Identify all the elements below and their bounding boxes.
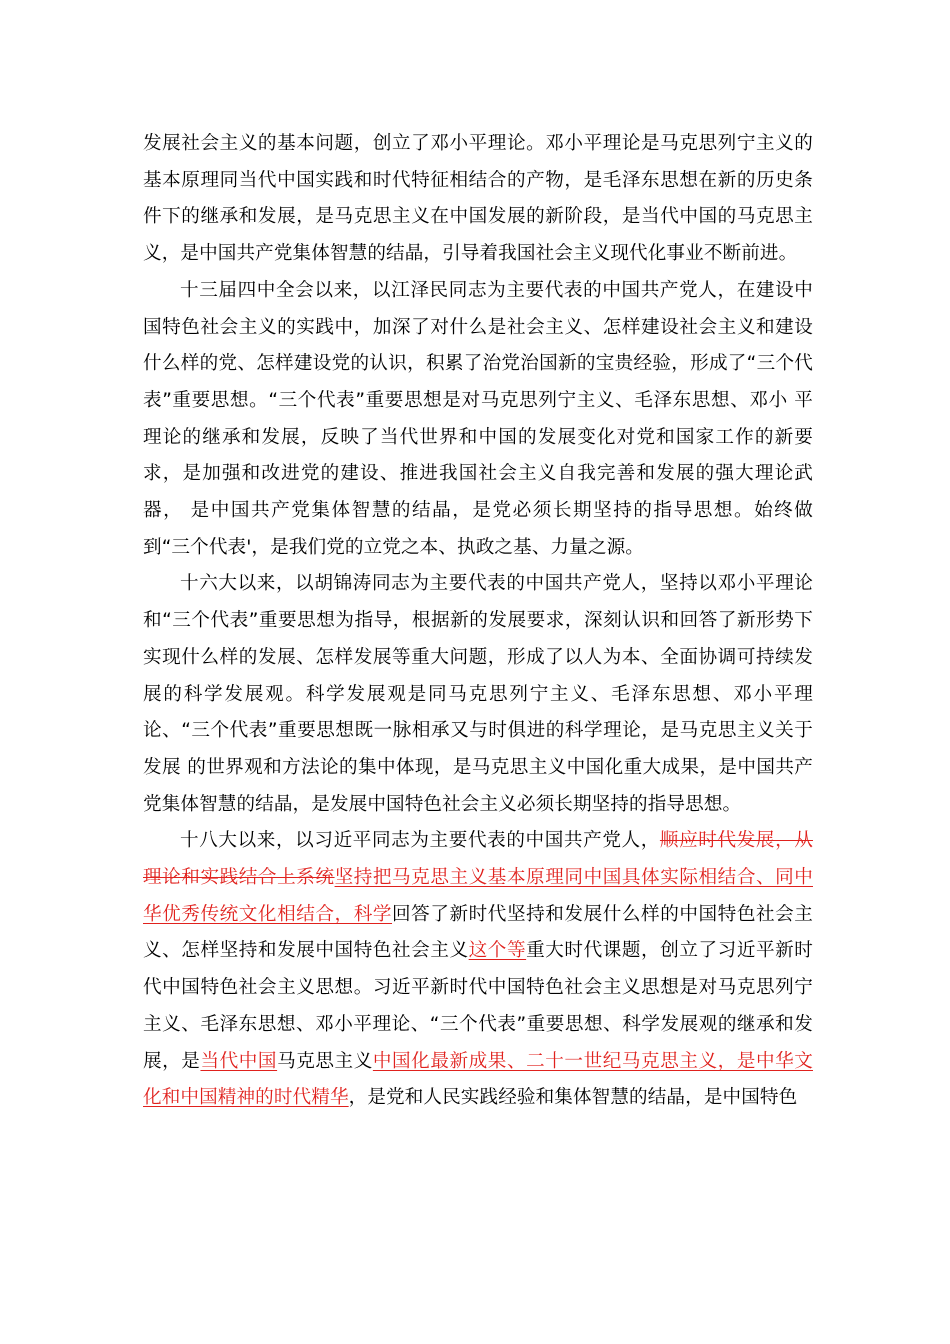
text-run: ，是党和人民实践经验和集体智慧的结晶，是中国特色: [348, 1087, 798, 1109]
paragraph-3: [143, 566, 813, 823]
paragraph-1: [143, 126, 813, 273]
text-run: 十六大以来，以胡锦涛同志为主要代表的中国共产党人，坚持以邓小平理论和“三个代表”重要思想为指导，根据新的发展要求，深刻认识和回答了新形势下 实现什么样的发展、怎样发展等重大问题，形成了以人为本、全面协调可持续发展的科学发展观。科学发展观是同马克思列宁主义、毛泽东思想、邓小平理论、“三个代表”重要思想既一脉相承又与时俱进的科学理论，是马克思主义关于发展 的世界观和方法论的集中体现，是马克思主义中国化重大成果，是中国共产党集体智慧的结晶，是发展中国特色社会主义必须长期坚持的指导思想。: [143, 573, 813, 815]
paragraph-4: [143, 823, 813, 1117]
inserted-text: 这个等: [468, 940, 527, 962]
text-run: 发展社会主义的基本问题，创立了邓小平理论。邓小平理论是马克思列宁主义的基本原理同当代中国实践和时代特征相结合的产物，是毛泽东思想在新的历史条件下的继承和发展，是马克思主义在中国发展的新阶段，是当代中国的马克思主义，是中国共产党集体智慧的结晶，引导着我国社会主义现代化事业不断前进。: [143, 133, 813, 265]
text-run: 十八大以来，以习近平同志为主要代表的中国共产党人，: [180, 830, 660, 852]
deleted-text: 顺应时代发展，从理论和实践结合上系统: [143, 830, 813, 889]
inserted-text: 中国化最新成果、二十一世纪马克思主义，是中华文化和中国精神的时代精华: [143, 1050, 813, 1109]
document-body: [143, 126, 813, 1117]
text-run: 重大时代课题，创立了习近平新时代中国特色社会主义思想。习近平新时代中国特色社会主义思想是对马克思列宁主义、毛泽东思想、邓小平理论、“三个代表”重要思想、科学发展观的继承和发 展，是: [143, 940, 813, 1072]
text-run: 回答了新时代坚持和发展什么样的中国特色社会主义、怎样坚持和发展中国特色社会主义: [143, 903, 813, 962]
paragraph-2: [143, 273, 813, 567]
inserted-text: 当代中国: [200, 1050, 278, 1072]
text-run: 马克思主义: [277, 1050, 373, 1072]
inserted-text: 坚持把马克思主义基本原理同中国具体实际相结合、同中华优秀传统文化相结合，科学: [143, 867, 813, 925]
text-run: 十三届四中全会以来，以江泽民同志为主要代表的中国共产党人，在建设中国特色社会主义的实践中，加深了对什么是社会主义、怎样建设社会主义和建设什么样的党、怎样建设党的认识，积累了治党治国新的宝贵经验，形成了“三个代表”重要思想。“三个代表”重要思想是对马克思列宁主义、毛泽东思想、邓小 平理论的继承和发展，反映了当代世界和中国的发展变化对党和国家工作的新要求，是加强和改进党的建设、推进我国社会主义自我完善和发展的强大理论武器， 是中国共产党集体智慧的结晶，是党必须长期坚持的指导思想。始终做到“三个代表'，是我们党的立党之本、执政之基、力量之源。: [143, 279, 813, 558]
